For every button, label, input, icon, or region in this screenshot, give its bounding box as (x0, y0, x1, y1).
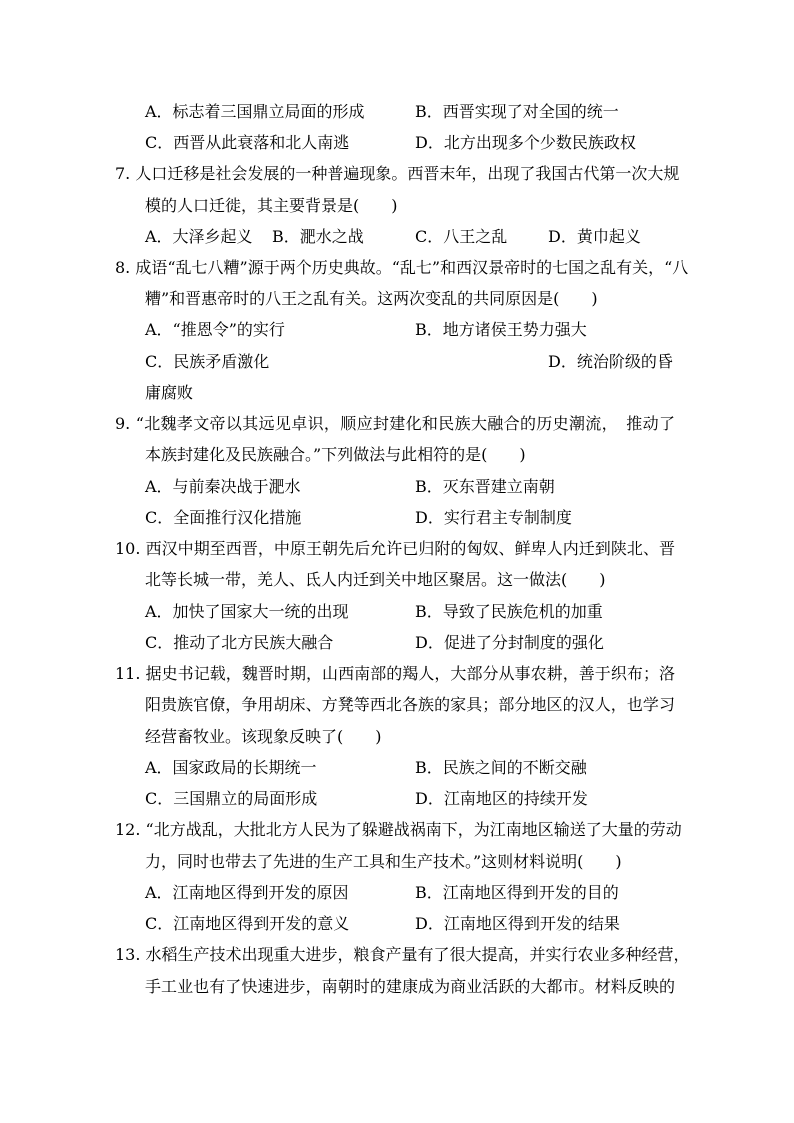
question-9-option-b[interactable]: B．灭东晋建立南朝 (415, 477, 555, 496)
question-8-option-d[interactable]: D．统治阶级的昏 (548, 352, 673, 371)
question-11-stem-line-1: 11. 据史书记载，魏晋时期，山西南部的羯人，大部分从事农耕，善于织布；洛 (115, 664, 675, 683)
option-c[interactable]: C．西晋从此衰落和北人南逃 (145, 133, 350, 152)
question-12-option-c[interactable]: C．江南地区得到开发的意义 (145, 914, 350, 933)
question-10-option-a[interactable]: A．加快了国家大一统的出现 (145, 602, 349, 621)
question-10-stem-line-1: 10. 西汉中期至西晋，中原王朝先后允许已归附的匈奴、鲜卑人内迁到陕北、晋 (115, 539, 675, 558)
option-a[interactable]: A．标志着三国鼎立局面的形成 (145, 102, 365, 121)
question-7-option-b[interactable]: B．淝水之战 (272, 227, 364, 246)
question-8-option-c[interactable]: C．民族矛盾激化 (145, 352, 270, 371)
question-12-stem-line-1: 12. “北方战乱，大批北方人民为了躲避战祸南下，为江南地区输送了大量的劳动 (115, 820, 682, 839)
question-9-option-a[interactable]: A．与前秦决战于淝水 (145, 477, 301, 496)
question-11-option-a[interactable]: A．国家政局的长期统一 (145, 758, 317, 777)
question-8-option-b[interactable]: B．地方诸侯王势力强大 (415, 320, 587, 339)
question-7-option-c[interactable]: C．八王之乱 (415, 227, 508, 246)
question-8-stem-line-2: 糟”和晋惠帝时的八王之乱有关。这两次变乱的共同原因是( ) (145, 289, 598, 308)
question-9-stem-line-1: 9. “北魏孝文帝以其远见卓识，顺应封建化和民族大融合的历史潮流， 推动了 (115, 414, 675, 433)
question-10-option-d[interactable]: D．促进了分封制度的强化 (415, 633, 604, 652)
question-11-stem-line-3: 经营畜牧业。该现象反映了( ) (145, 727, 382, 746)
option-b[interactable]: B．西晋实现了对全国的统一 (415, 102, 619, 121)
question-8-option-d-continued: 庸腐败 (145, 383, 194, 402)
question-12-option-d[interactable]: D．江南地区得到开发的结果 (415, 914, 620, 933)
question-8-stem-line-1: 8. 成语“乱七八糟”源于两个历史典故。“乱七”和西汉景帝时的七国之乱有关，“八 (115, 258, 689, 277)
question-10-option-b[interactable]: B．导致了民族危机的加重 (415, 602, 603, 621)
question-8-option-a[interactable]: A．“推恩令”的实行 (145, 320, 285, 339)
question-12-option-a[interactable]: A．江南地区得到开发的原因 (145, 883, 349, 902)
question-7-stem-line-1: 7. 人口迁移是社会发展的一种普遍现象。西晋末年，出现了我国古代第一次大规 (115, 164, 680, 183)
question-11-stem-line-2: 阳贵族官僚，争用胡床、方凳等西北各族的家具；部分地区的汉人，也学习 (145, 695, 675, 714)
question-7-option-a[interactable]: A．大泽乡起义 (145, 227, 253, 246)
question-11-option-b[interactable]: B．民族之间的不断交融 (415, 758, 587, 777)
question-10-stem-line-2: 北等长城一带，羌人、氐人内迁到关中地区聚居。这一做法( ) (145, 570, 606, 589)
question-9-stem-line-2: 本族封建化及民族融合。”下列做法与此相符的是( ) (145, 445, 526, 464)
question-9-option-d[interactable]: D．实行君主专制制度 (415, 508, 572, 527)
question-10-option-c[interactable]: C．推动了北方民族大融合 (145, 633, 334, 652)
question-11-option-d[interactable]: D．江南地区的持续开发 (415, 789, 588, 808)
question-13-stem-line-1: 13. 水稻生产技术出现重大进步，粮食产量有了很大提高，并实行农业多种经营， (115, 945, 690, 964)
question-7-option-d[interactable]: D．黄巾起义 (548, 227, 641, 246)
question-12-option-b[interactable]: B．江南地区得到开发的目的 (415, 883, 619, 902)
question-11-option-c[interactable]: C．三国鼎立的局面形成 (145, 789, 318, 808)
question-12-stem-line-2: 力，同时也带去了先进的生产工具和生产技术。”这则材料说明( ) (145, 852, 622, 871)
question-9-option-c[interactable]: C．全面推行汉化措施 (145, 508, 302, 527)
option-d[interactable]: D．北方出现多个少数民族政权 (415, 133, 636, 152)
question-13-stem-line-2: 手工业也有了快速进步，南朝时的建康成为商业活跃的大都市。材料反映的 (145, 977, 675, 996)
question-7-stem-line-2: 模的人口迁徙，其主要背景是( ) (145, 196, 398, 215)
